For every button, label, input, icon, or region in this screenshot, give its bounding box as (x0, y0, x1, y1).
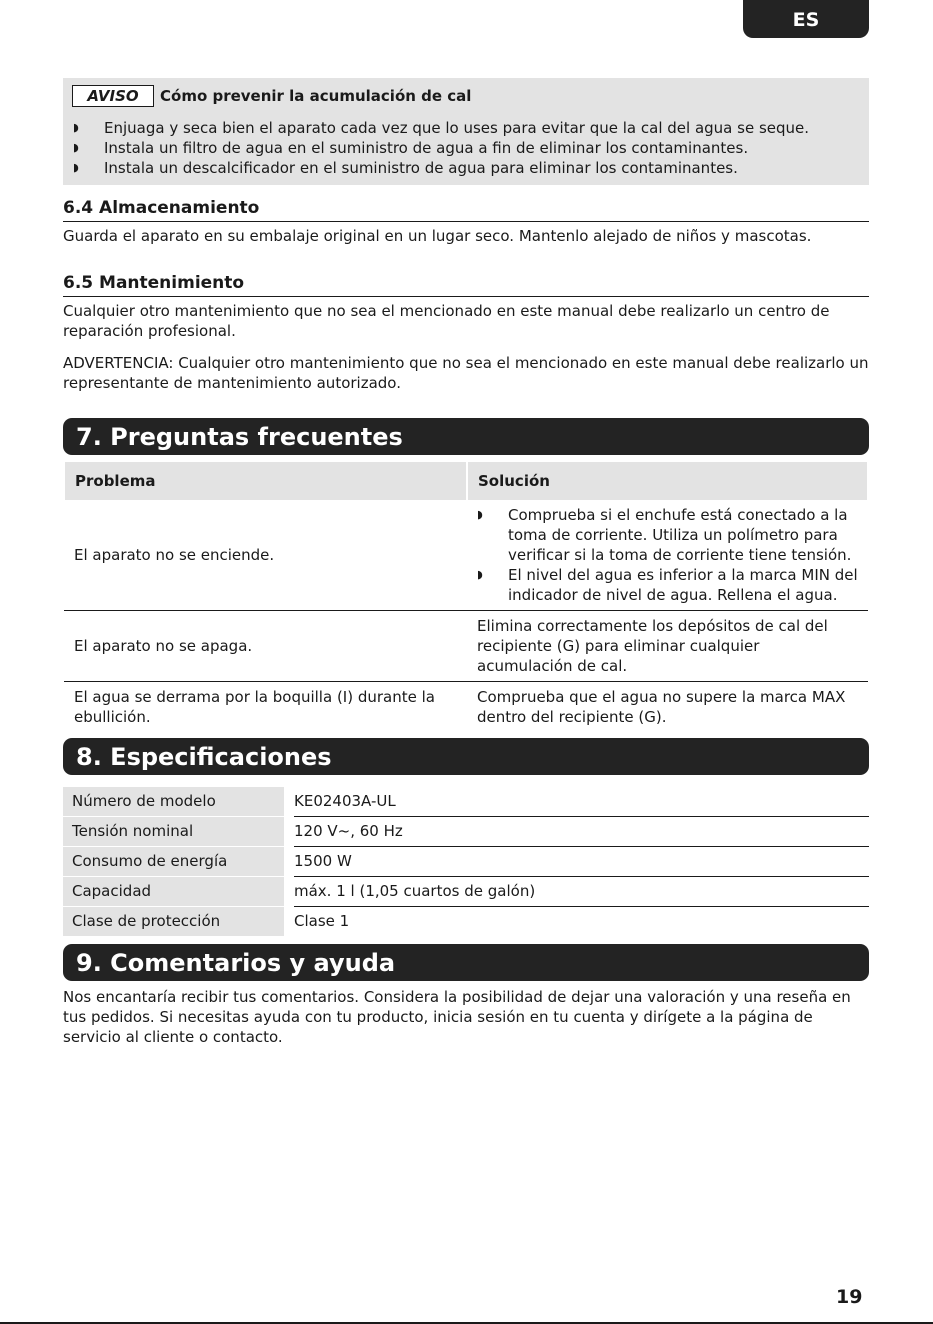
spec-value: 1500 W (294, 847, 869, 877)
solution-list (477, 505, 858, 605)
table-row (63, 847, 869, 877)
page-number: 19 (836, 1286, 863, 1308)
faq-table (63, 462, 869, 732)
maintenance-warning: ADVERTENCIA: Cualquier otro mantenimiento que no sea el mencionado en este manual debe realizarlo un representante de mantenimiento autorizado. (63, 354, 869, 392)
bullet-icon: ◗ (73, 161, 79, 174)
spec-value: máx. 1 l (1,05 cuartos de galón) (294, 877, 869, 907)
spec-value: Clase 1 (294, 912, 350, 931)
solution-cell (467, 500, 868, 611)
problem-cell: El aparato no se enciende. (64, 500, 467, 611)
spec-key: Capacidad (63, 877, 284, 907)
list-item: ◗ Instala un filtro de agua en el suministro de agua a fin de eliminar los contaminantes. (73, 139, 749, 157)
spec-key: Clase de protección (63, 907, 284, 937)
maintenance-heading: 6.5 Mantenimiento (63, 272, 869, 297)
table-row (63, 877, 869, 907)
column-header-solution: Solución (467, 462, 868, 500)
specs-heading: 8. Especificaciones (63, 738, 869, 775)
feedback-text: Nos encantaría recibir tus comentarios. Considera la posibilidad de dejar una valoración y una reseña en tus pedidos. Si necesitas ayuda con tu producto, inicia sesión en tu cuenta y dirígete a la página de servicio al cliente o contacto. (63, 988, 851, 1046)
list-item: ◗ Comprueba si el enchufe está conectado a la toma de corriente. Utiliza un polímetro para verificar si la toma de corriente tiene tensión. (477, 506, 852, 564)
solution-cell: Comprueba que el agua no supere la marca MAX dentro del recipiente (G). (477, 688, 846, 726)
spec-value: 120 V~, 60 Hz (294, 817, 869, 847)
storage-text: Guarda el aparato en su embalaje original en un lugar seco. Mantenlo alejado de niños y mascotas. (63, 227, 812, 245)
table-header-row (64, 462, 868, 500)
spec-key: Consumo de energía (63, 847, 284, 877)
table-row (63, 817, 869, 847)
bullet-icon: ◗ (477, 508, 483, 521)
notice-label: AVISO (72, 85, 154, 107)
spec-value: KE02403A-UL (294, 787, 869, 817)
faq-heading: 7. Preguntas frecuentes (63, 418, 869, 455)
table-row (63, 907, 869, 937)
notice-list (72, 118, 862, 178)
spec-key: Tensión nominal (63, 817, 284, 847)
notice-header (72, 85, 471, 107)
notice-box (63, 78, 869, 185)
bullet-icon: ◗ (73, 141, 79, 154)
problem-cell: El agua se derrama por la boquilla (I) durante la ebullición. (74, 688, 435, 726)
bullet-icon: ◗ (73, 121, 79, 134)
bullet-icon: ◗ (477, 568, 483, 581)
table-row (64, 682, 868, 733)
spec-key: Número de modelo (63, 787, 284, 817)
column-header-problem: Problema (64, 462, 467, 500)
maintenance-text: Cualquier otro mantenimiento que no sea el mencionado en este manual debe realizarlo un centro de reparación profesional. (63, 302, 830, 340)
list-item: ◗ Instala un descalcificador en el suministro de agua para eliminar los contaminantes. (73, 159, 738, 177)
list-item: ◗ El nivel del agua es inferior a la marca MIN del indicador de nivel de agua. Rellena el agua. (477, 566, 858, 604)
table-row (64, 500, 868, 611)
table-row (64, 611, 868, 682)
problem-cell: El aparato no se apaga. (64, 611, 467, 682)
language-tab: ES (743, 0, 869, 38)
specs-table (63, 787, 869, 937)
list-item: ◗ Enjuaga y seca bien el aparato cada vez que lo uses para evitar que la cal del agua se seque. (73, 119, 810, 137)
solution-cell: Elimina correctamente los depósitos de cal del recipiente (G) para eliminar cualquier acumulación de cal. (467, 611, 868, 682)
notice-title: Cómo prevenir la acumulación de cal (160, 87, 472, 105)
table-row (63, 787, 869, 817)
storage-heading: 6.4 Almacenamiento (63, 197, 869, 222)
feedback-heading: 9. Comentarios y ayuda (63, 944, 869, 981)
